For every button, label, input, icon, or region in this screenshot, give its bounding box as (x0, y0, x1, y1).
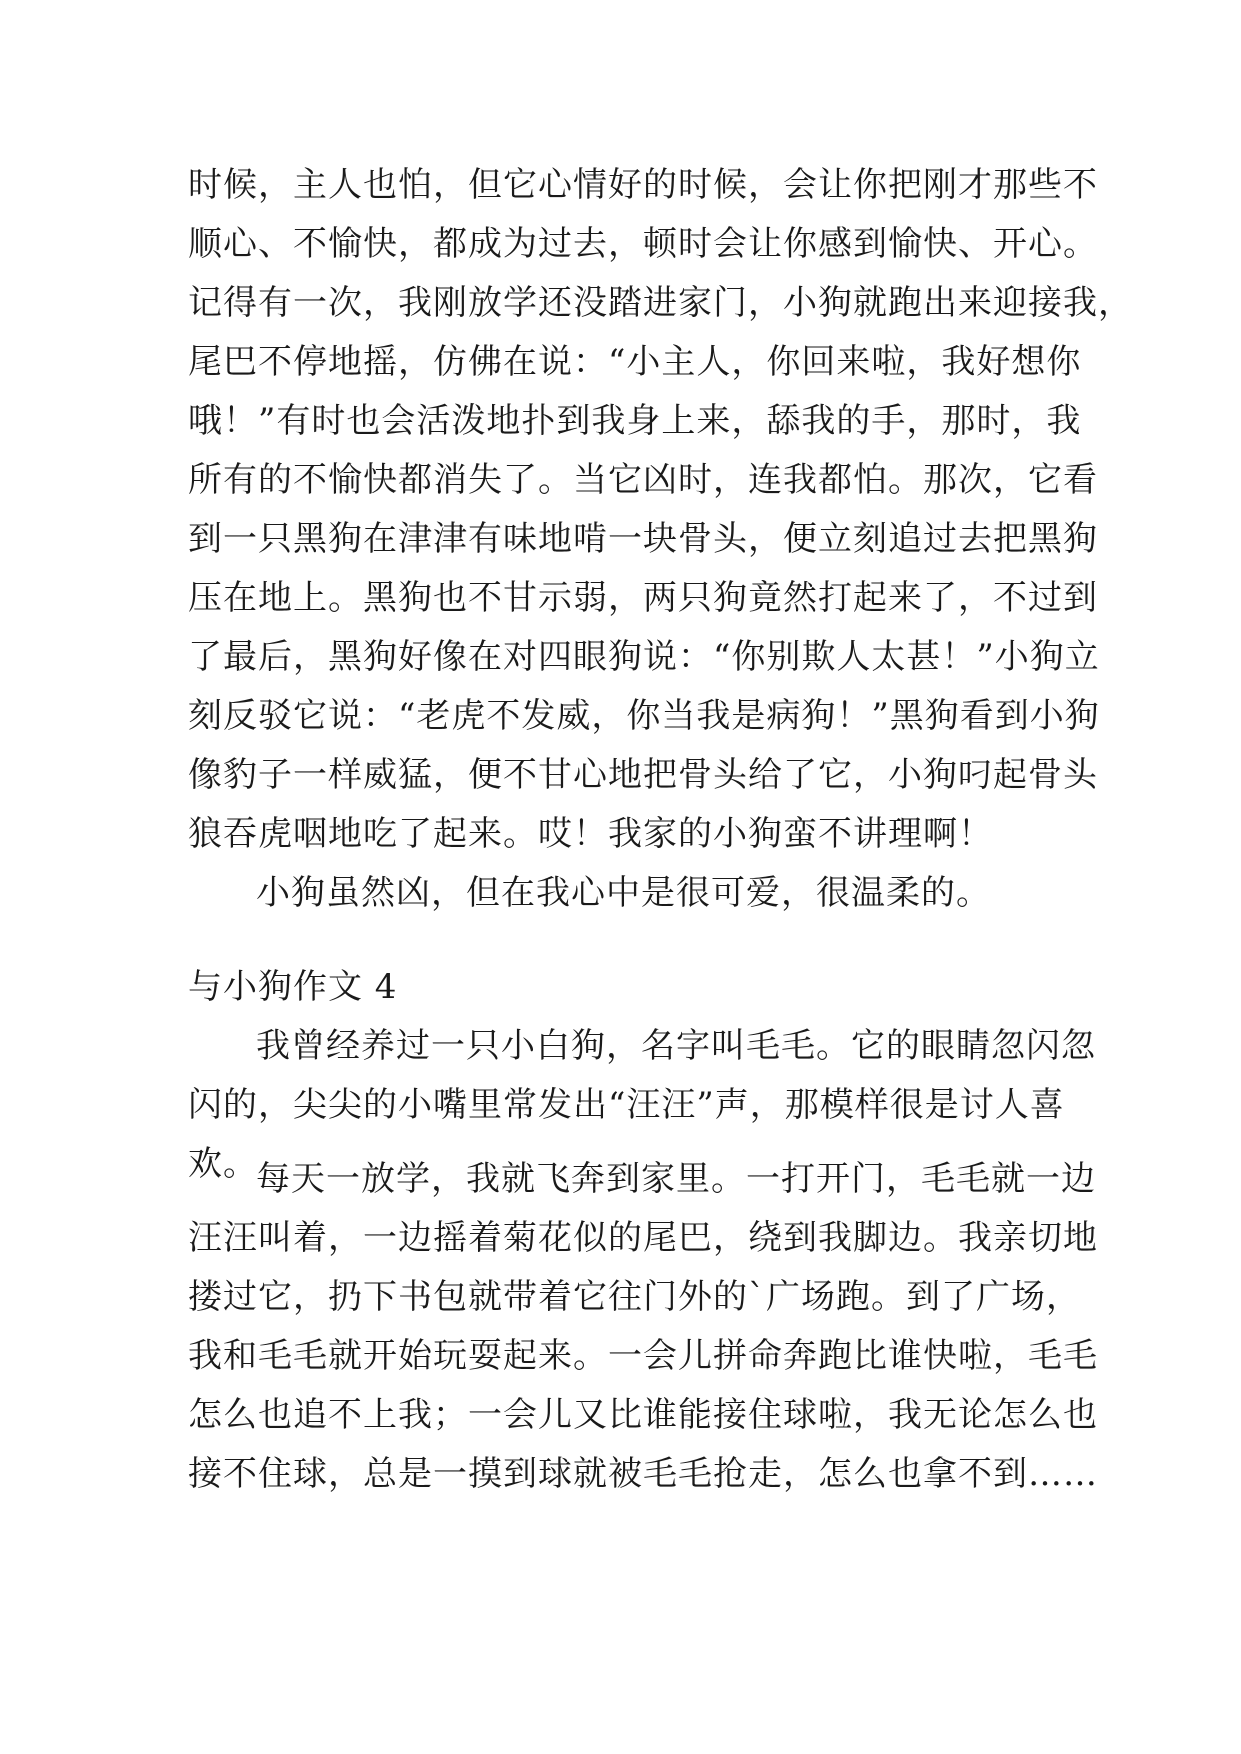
paragraph-line: 狼吞虎咽地吃了起来。哎！我家的小狗蛮不讲理啊！ (188, 814, 993, 854)
paragraph-line: 我曾经养过一只小白狗，名字叫毛毛。它的眼睛忽闪忽 (256, 1026, 1096, 1066)
section-heading: 与小狗作文 4 (188, 967, 398, 1007)
paragraph-line: 每天一放学，我就飞奔到家里。一打开门，毛毛就一边 (256, 1159, 1096, 1199)
paragraph-line: 了最后，黑狗好像在对四眼狗说：“你别欺人太甚！”小狗立 (188, 637, 1100, 677)
closing-paragraph: 小狗虽然凶，但在我心中是很可爱，很温柔的。 (256, 873, 991, 913)
paragraph-line: 时候，主人也怕，但它心情好的时候，会让你把刚才那些不 (188, 165, 1098, 205)
paragraph-line: 怎么也追不上我；一会儿又比谁能接住球啦，我无论怎么也 (188, 1395, 1098, 1435)
paragraph-line: 我和毛毛就开始玩耍起来。一会儿拼命奔跑比谁快啦，毛毛 (188, 1336, 1098, 1376)
paragraph-line: 到一只黑狗在津津有味地啃一块骨头，便立刻追过去把黑狗 (188, 519, 1098, 559)
paragraph-line: 顺心、不愉快，都成为过去，顿时会让你感到愉快、开心。 (188, 224, 1098, 264)
paragraph-line: 刻反驳它说：“老虎不发威，你当我是病狗！”黑狗看到小狗 (188, 696, 1100, 736)
paragraph-line: 闪的，尖尖的小嘴里常发出“汪汪”声，那模样很是讨人喜 (188, 1085, 1065, 1125)
paragraph-line: 所有的不愉快都消失了。当它凶时，连我都怕。那次，它看 (188, 460, 1098, 500)
paragraph-line: 像豹子一样威猛，便不甘心地把骨头给了它，小狗叼起骨头 (188, 755, 1098, 795)
paragraph-line: 哦！”有时也会活泼地扑到我身上来，舔我的手，那时，我 (188, 401, 1082, 441)
paragraph-line: 记得有一次，我刚放学还没踏进家门，小狗就跑出来迎接我， (188, 283, 1133, 323)
essay-section-continued (188, 1150, 1098, 1504)
paragraph-line: 接不住球，总是一摸到球就被毛毛抢走，怎么也拿不到…… (188, 1454, 1098, 1494)
paragraph-line: 压在地上。黑狗也不甘示弱，两只狗竟然打起来了，不过到 (188, 578, 1098, 618)
paragraph-line: 汪汪叫着，一边摇着菊花似的尾巴，绕到我脚边。我亲切地 (188, 1218, 1098, 1258)
paragraph-line: 欢。 (188, 1144, 258, 1184)
story-body-continued (188, 156, 1133, 923)
paragraph-line: 尾巴不停地摇，仿佛在说：“小主人，你回来啦，我好想你 (188, 342, 1082, 382)
paragraph-line: 搂过它，扔下书包就带着它往门外的`广场跑。到了广场， (188, 1277, 1081, 1317)
